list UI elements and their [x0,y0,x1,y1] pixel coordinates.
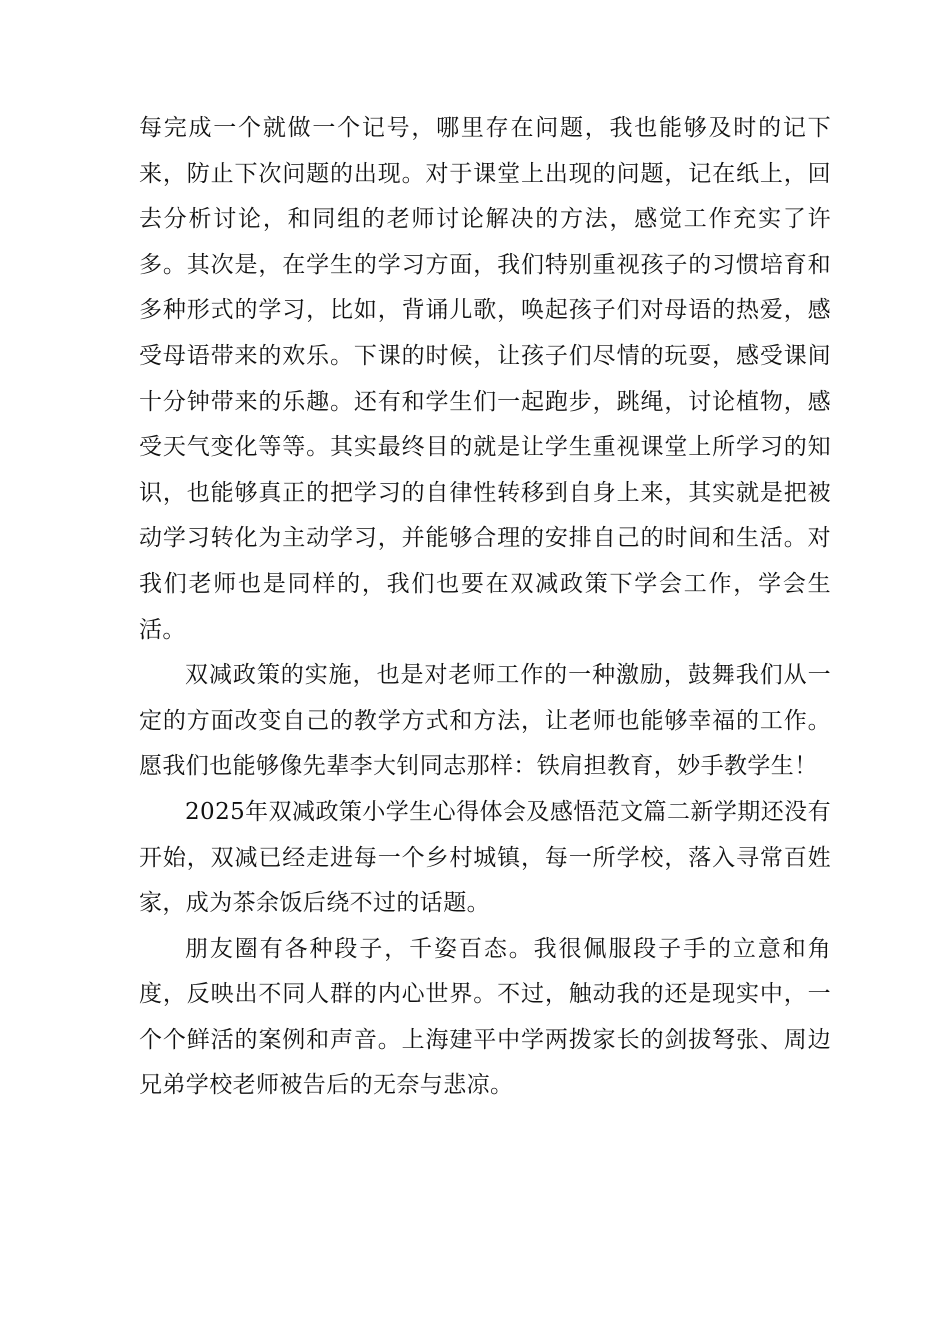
paragraph-1: 每完成一个就做一个记号，哪里存在问题，我也能够及时的记下来，防止下次问题的出现。对于课堂上出现的问题，记在纸上，回去分析讨论，和同组的老师讨论解决的方法，感觉工作充实了许多。其次是，在学生的学习方面，我们特别重视孩子的习惯培育和多种形式的学习，比如，背诵儿歌，唤起孩子们对母语的热爱，感受母语带来的欢乐。下课的时候，让孩子们尽情的玩耍，感受课间十分钟带来的乐趣。还有和学生们一起跑步，跳绳，讨论植物，感受天气变化等等。其实最终目的就是让学生重视课堂上所学习的知识，也能够真正的把学习的自律性转移到自身上来，其实就是把被动学习转化为主动学习，并能够合理的安排自己的时间和生活。对我们老师也是同样的，我们也要在双减政策下学会工作，学会生活。 [139,115,831,643]
document-body [139,106,831,1109]
paragraph-4: 朋友圈有各种段子，千姿百态。我很佩服段子手的立意和角度，反映出不同人群的内心世界。不过，触动我的还是现实中，一个个鲜活的案例和声音。上海建平中学两拨家长的剑拔弩张、周边兄弟学校老师被告后的无奈与悲凉。 [139,935,831,1099]
paragraph-2: 双减政策的实施，也是对老师工作的一种激励，鼓舞我们从一定的方面改变自己的教学方式和方法，让老师也能够幸福的工作。愿我们也能够像先辈李大钊同志那样：铁肩担教育，妙手教学生！ [139,662,831,780]
paragraph-3: 2025年双减政策小学生心得体会及感悟范文篇二新学期还没有开始，双减已经走进每一个乡村城镇，每一所学校，落入寻常百姓家，成为茶余饭后绕不过的话题。 [139,798,831,917]
